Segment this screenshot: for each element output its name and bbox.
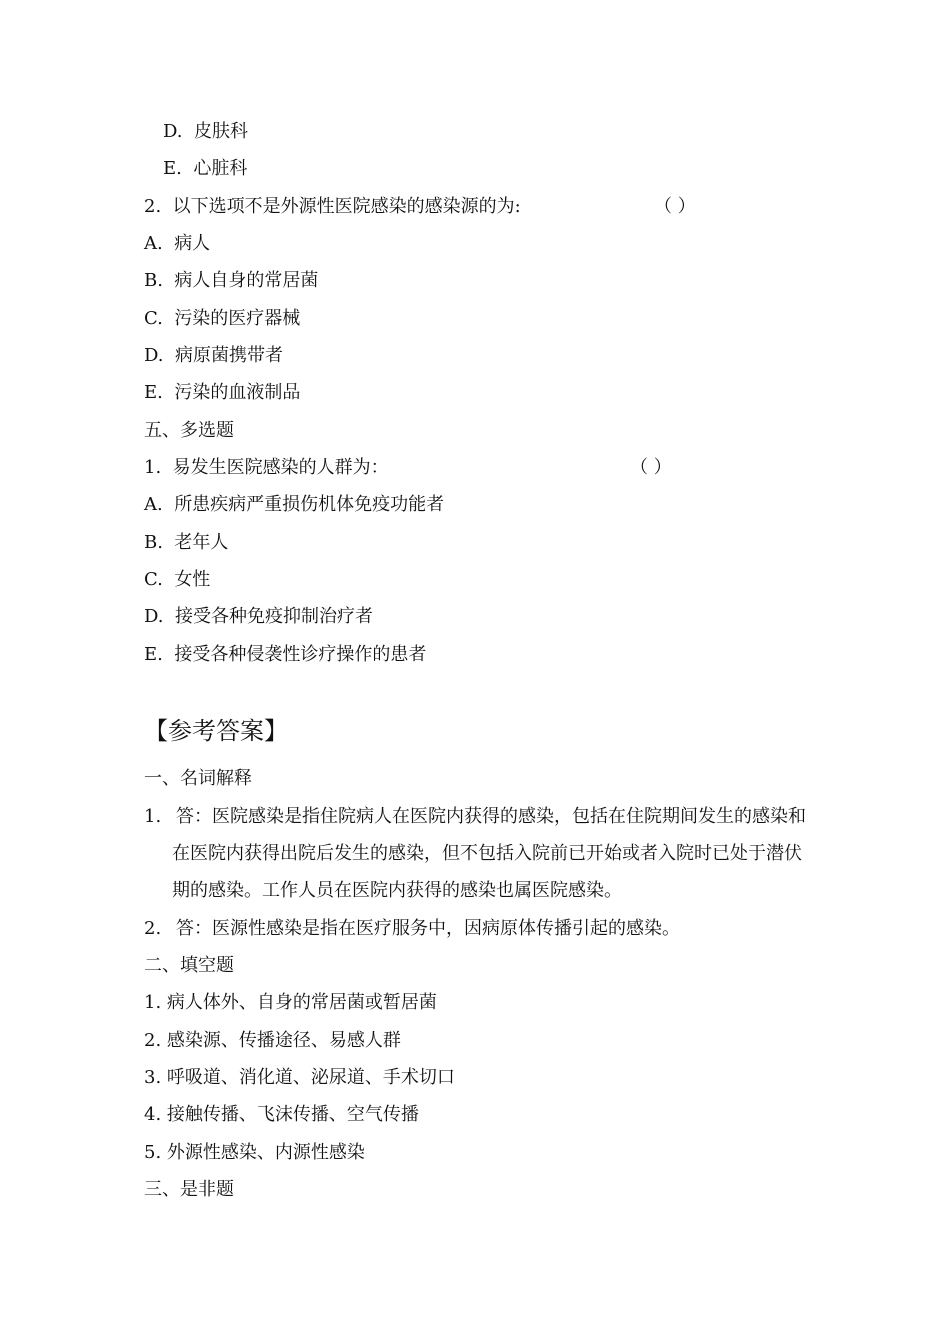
part-title: 一、名词解释: [144, 768, 252, 789]
option-e: [163, 157, 247, 181]
answer-number: 1.: [144, 806, 162, 827]
part-title: 三、是非题: [144, 1179, 234, 1200]
option-text: 女性: [174, 569, 211, 590]
option-label: E.: [144, 644, 163, 665]
option-text: 心脏科: [193, 158, 248, 179]
option-label: A.: [144, 233, 163, 254]
list-item: 3. 呼吸道、消化道、泌尿道、手术切口: [144, 1067, 455, 1088]
option-text: 接受各种免疫抑制治疗者: [174, 606, 373, 627]
question-1: [144, 456, 389, 480]
question-text: 以下选项不是外源性医院感染的感染源的为:: [172, 196, 521, 217]
section-title: 五、多选题: [144, 420, 234, 441]
option-label: E.: [163, 158, 182, 179]
option-label: E.: [144, 382, 163, 403]
option-text: 污染的血液制品: [174, 382, 301, 403]
question-number: 2.: [144, 196, 162, 217]
list-item: 2. 感染源、传播途径、易感人群: [144, 1030, 401, 1051]
option-label: B.: [144, 532, 163, 553]
part-title: 二、填空题: [144, 955, 234, 976]
option-e: [144, 643, 426, 667]
answer-number: 2.: [144, 918, 162, 939]
question-text: 易发生医院感染的人群为：: [172, 457, 389, 478]
answer-blank: （ ）: [630, 457, 672, 478]
question-number: 1.: [144, 457, 162, 478]
option-a: [144, 493, 444, 517]
option-text: 病人自身的常居菌: [174, 270, 319, 291]
option-text: 接受各种侵袭性诊疗操作的患者: [174, 644, 427, 665]
option-label: A.: [144, 494, 163, 515]
answer-text: 答：医源性感染是指在医疗服务中，因病原体传播引起的感染。: [176, 918, 680, 939]
option-a: [144, 232, 210, 256]
option-e: [144, 381, 300, 405]
option-text: 病人: [174, 233, 211, 254]
option-c: [144, 307, 300, 331]
question-2: [144, 195, 521, 219]
list-item: 5. 外源性感染、内源性感染: [144, 1142, 365, 1163]
option-label: C.: [144, 308, 163, 329]
option-c: [144, 568, 210, 592]
answers-heading: 【参考答案】: [144, 717, 288, 745]
option-label: C.: [144, 569, 163, 590]
option-d: [163, 120, 248, 144]
list-item: 4. 接触传播、飞沫传播、空气传播: [144, 1104, 419, 1125]
option-text: 皮肤科: [193, 121, 248, 142]
option-text: 所患疾病严重损伤机体免疫功能者: [174, 494, 445, 515]
option-label: D.: [144, 345, 164, 366]
answer-blank: （ ）: [654, 196, 696, 217]
option-b: [144, 531, 228, 555]
option-d: [144, 344, 283, 368]
list-item: 1. 病人体外、自身的常居菌或暂居菌: [144, 992, 437, 1013]
option-label: D.: [144, 606, 164, 627]
option-label: D.: [163, 121, 183, 142]
option-label: B.: [144, 270, 163, 291]
answer-text: 答：医院感染是指住院病人在医院内获得的感染，包括在住院期间发生的感染和在医院内获得出院后发生的感染，但不包括入院前已开始或者入院时已处于潜伏期的感染。工作人员在医院内获得的感染也属医院感染。: [172, 806, 806, 901]
option-text: 污染的医疗器械: [174, 308, 301, 329]
option-text: 老年人: [174, 532, 229, 553]
option-text: 病原菌携带者: [174, 345, 283, 366]
option-d: [144, 605, 373, 629]
option-b: [144, 269, 318, 293]
